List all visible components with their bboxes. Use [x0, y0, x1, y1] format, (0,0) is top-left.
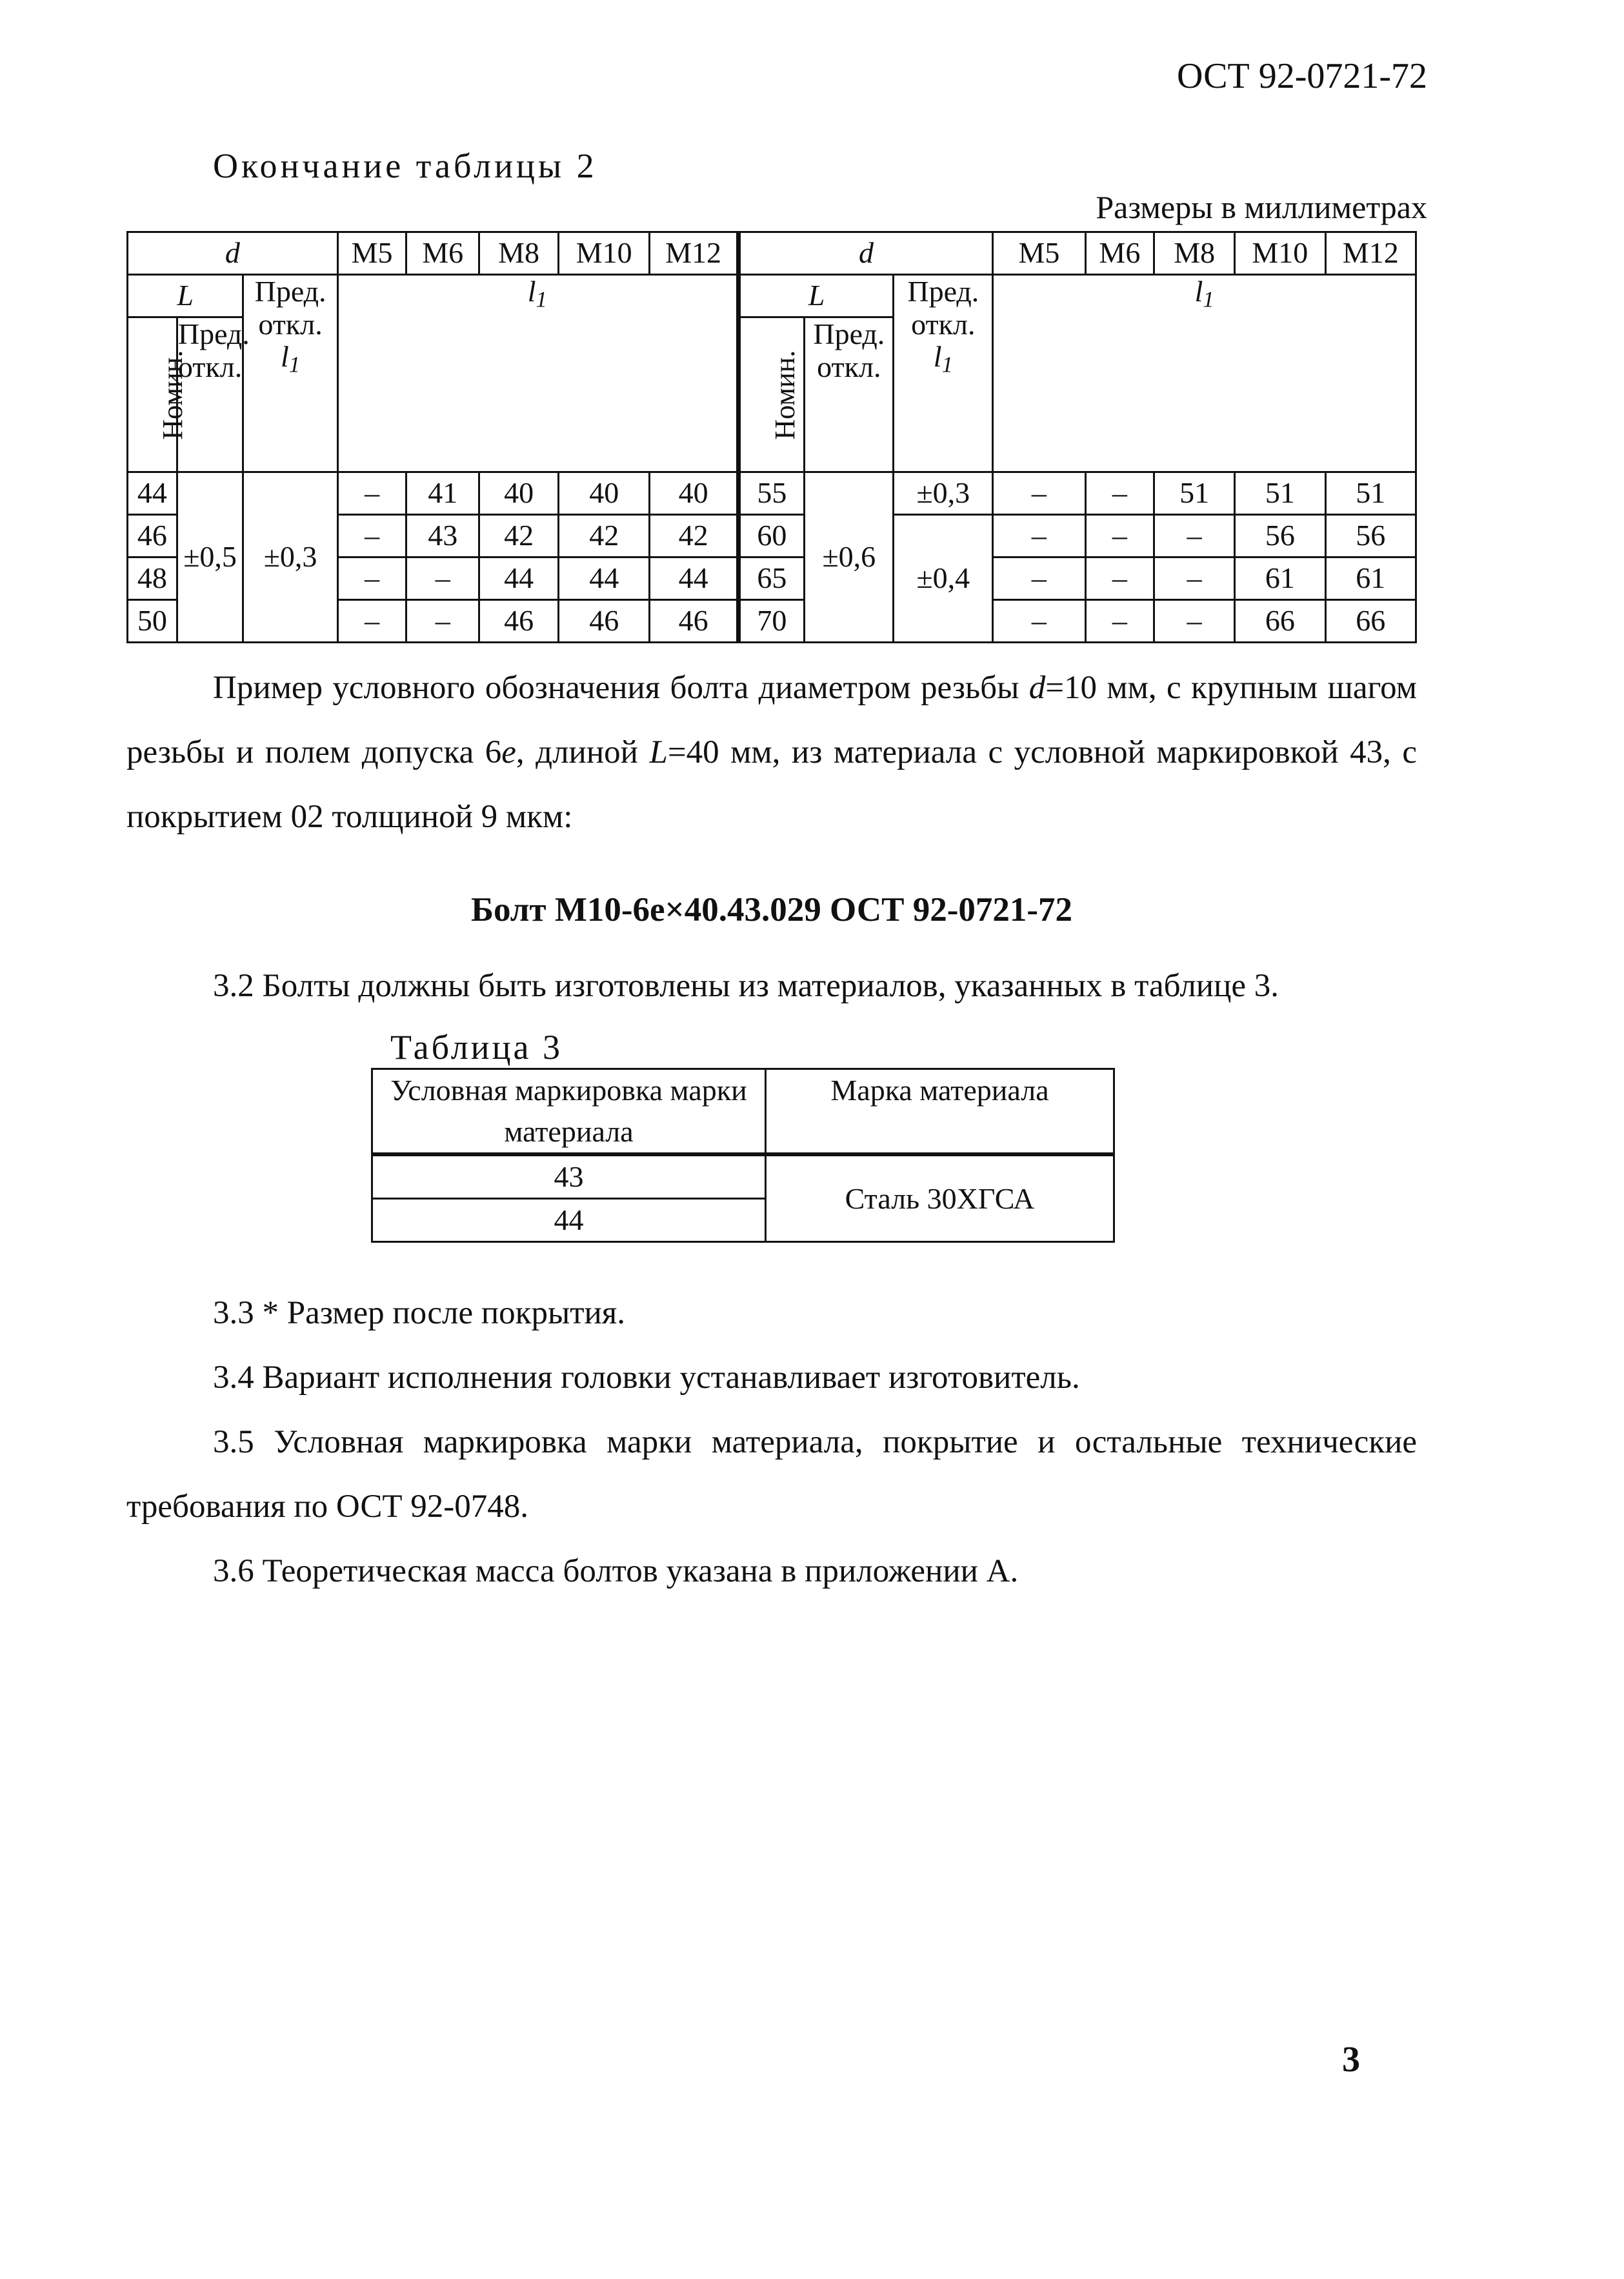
page-number: 3: [1342, 2040, 1360, 2080]
size-header: М5: [993, 232, 1085, 275]
L-nominal: 50: [128, 600, 177, 643]
table-cell: –: [337, 600, 406, 643]
l1-symbol: l: [281, 340, 289, 374]
nominal-header-right: [738, 317, 804, 472]
L-tolerance: ±0,5: [177, 472, 243, 643]
table-cell: 40: [650, 472, 738, 515]
table-cell: –: [337, 515, 406, 557]
table-cell: 46: [559, 600, 650, 643]
l1-tol-header-right: [894, 275, 993, 472]
l1-subscript: 1: [288, 352, 301, 377]
section-3-6: 3.6 Теоретическая масса болтов указана в приложении А.: [213, 1553, 1019, 1589]
size-header: М10: [1235, 232, 1325, 275]
table-cell: 56: [1235, 515, 1325, 557]
header-row-sizes: [128, 232, 1416, 275]
header-row-L: [128, 275, 1416, 317]
text-run: , длиной: [516, 734, 650, 770]
text-run: =10 мм, с крупным шагом резьбы и полем допуска 6: [126, 670, 1417, 770]
table-cell: –: [1154, 515, 1235, 557]
table-cell: –: [1154, 600, 1235, 643]
L-tolerance: ±0,6: [805, 472, 894, 643]
size-header: М5: [337, 232, 406, 275]
designation-example: Болт М10-6е×40.43.029 ОСТ 92-0721-72: [470, 891, 1073, 929]
table-cell: –: [1085, 557, 1154, 600]
L-tol-header-left: Пред. откл.: [177, 317, 243, 472]
l1-subscript: 1: [536, 287, 547, 312]
L-nominal: 44: [128, 472, 177, 515]
size-header: М6: [406, 232, 479, 275]
text-run: e: [501, 734, 516, 770]
l1-subscript: 1: [1203, 287, 1214, 312]
table-cell: 43: [406, 515, 479, 557]
size-header: М12: [1325, 232, 1416, 275]
table-cell: –: [993, 557, 1085, 600]
table-cell: –: [1085, 515, 1154, 557]
table-header-row: [372, 1069, 1114, 1155]
L-tol-header-right: Пред. откл.: [805, 317, 894, 472]
nominal-header-left: [128, 317, 189, 472]
table-cell: 46: [479, 600, 559, 643]
table-cell: 51: [1235, 472, 1325, 515]
materials-table: [371, 1068, 1115, 1243]
l1-symbol: l: [527, 275, 536, 308]
size-header: М10: [559, 232, 650, 275]
l1-tolerance: ±0,4: [894, 515, 993, 643]
l1-tol-header-left: [243, 275, 338, 472]
table-cell: 42: [479, 515, 559, 557]
l1-tolerance: ±0,3: [243, 472, 338, 643]
l1-group-header-left: [337, 275, 738, 472]
table-cell: 56: [1325, 515, 1416, 557]
text-run: L: [649, 734, 668, 770]
table-cell: 41: [406, 472, 479, 515]
section-3-5: 3.5 Условная маркировка марки материала, покрытие и остальные технические требования по ОСТ 92-0748.: [126, 1424, 1417, 1525]
dimensions-table: [126, 231, 1417, 643]
L-nominal: 55: [738, 472, 804, 515]
table-cell: 42: [650, 515, 738, 557]
table-cell: 46: [650, 600, 738, 643]
table-cell: 51: [1154, 472, 1235, 515]
text-run: =40 мм, из материала с условной маркировкой 43, с покрытием 02 толщиной 9 мкм:: [126, 734, 1418, 835]
L-nominal: 46: [128, 515, 177, 557]
size-header: М8: [479, 232, 559, 275]
table-cell: –: [337, 472, 406, 515]
nominal-label: Номин.: [768, 350, 801, 440]
table-cell: –: [993, 472, 1085, 515]
units-note: Размеры в миллиметрах: [1096, 189, 1427, 225]
l1-group-header-right: [993, 275, 1416, 472]
column-header: Условная маркировка марки материала: [372, 1069, 766, 1155]
table-cell: 61: [1325, 557, 1416, 600]
document-code: ОСТ 92-0721-72: [1177, 56, 1427, 96]
L-nominal: 60: [738, 515, 804, 557]
table-cell: 66: [1325, 600, 1416, 643]
table-cell: 61: [1235, 557, 1325, 600]
designation-example-paragraph: [126, 656, 1417, 849]
l1-symbol: l: [1194, 275, 1203, 308]
size-header: М12: [650, 232, 738, 275]
size-header: М8: [1154, 232, 1235, 275]
text-run: d: [1028, 670, 1046, 706]
L-header-right: L: [738, 275, 894, 317]
table-cell: 40: [479, 472, 559, 515]
l1-tol-label: Пред. откл.: [254, 275, 326, 341]
table-row: [372, 1154, 1114, 1199]
table-cell: –: [337, 557, 406, 600]
L-header-left: L: [128, 275, 243, 317]
table-cell: –: [406, 600, 479, 643]
table-cell: –: [406, 557, 479, 600]
table-cell: –: [1085, 600, 1154, 643]
table-row: [128, 472, 1416, 515]
table-caption: Таблица 3: [390, 1028, 563, 1067]
table-cell: 44: [372, 1199, 766, 1242]
L-nominal: 70: [738, 600, 804, 643]
material-cell: Сталь 30ХГСА: [766, 1154, 1114, 1242]
table-cell: 44: [650, 557, 738, 600]
table-cell: –: [993, 515, 1085, 557]
table-cell: –: [993, 600, 1085, 643]
l1-tolerance: ±0,3: [894, 472, 993, 515]
table-cell: 42: [559, 515, 650, 557]
l1-symbol: l: [933, 340, 942, 374]
column-header: Марка материала: [766, 1069, 1114, 1155]
nominal-label: Номин.: [157, 350, 189, 440]
l1-tol-label: Пред. откл.: [907, 275, 979, 341]
text-run: Пример условного обозначения болта диаметром резьбы: [213, 670, 1029, 706]
L-nominal: 48: [128, 557, 177, 600]
d-header-left: d: [128, 232, 338, 275]
table-cell: 44: [479, 557, 559, 600]
table-cell: 40: [559, 472, 650, 515]
d-header-right: d: [738, 232, 992, 275]
table-continuation-title: Окончание таблицы 2: [213, 146, 597, 185]
section-3-2: 3.2 Болты должны быть изготовлены из материалов, указанных в таблице 3.: [213, 968, 1279, 1004]
table-cell: 51: [1325, 472, 1416, 515]
table-cell: 66: [1235, 600, 1325, 643]
table-cell: 43: [372, 1154, 766, 1199]
table-cell: 44: [559, 557, 650, 600]
table-cell: –: [1085, 472, 1154, 515]
table-cell: –: [1154, 557, 1235, 600]
L-nominal: 65: [738, 557, 804, 600]
section-3-3: 3.3 * Размер после покрытия.: [213, 1295, 625, 1331]
section-3-4: 3.4 Вариант исполнения головки устанавливает изготовитель.: [213, 1360, 1080, 1396]
size-header: М6: [1085, 232, 1154, 275]
l1-subscript: 1: [941, 352, 953, 377]
